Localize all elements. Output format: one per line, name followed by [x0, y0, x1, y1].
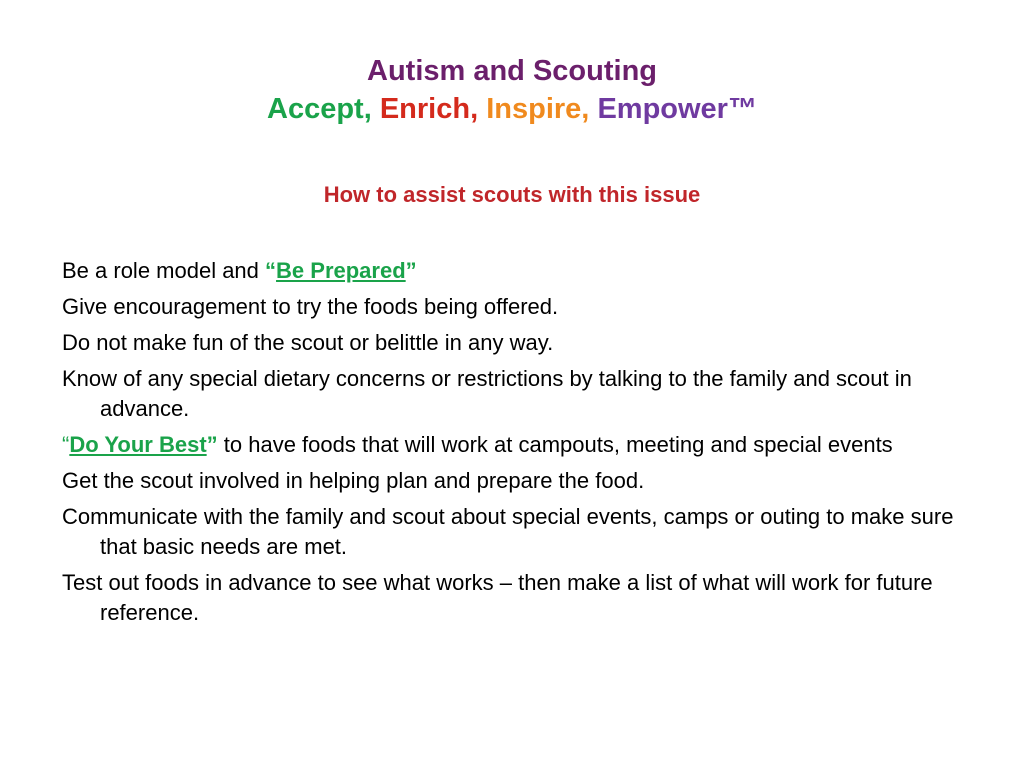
slide-title [0, 52, 1024, 128]
close-quote: ” [405, 258, 417, 283]
item-text: to have foods that will work at campouts, meeting and special events [217, 432, 893, 457]
tagline-word-empower: Empower™ [597, 93, 757, 125]
list-item: Communicate with the family and scout about special events, camps or outing to make sure that basic needs are met. [62, 504, 954, 559]
tagline-word-accept: Accept, [267, 93, 372, 125]
open-quote: “ [62, 432, 70, 457]
open-quote: “ [265, 258, 277, 283]
list-item: Do not make fun of the scout or belittle in any way. [62, 330, 554, 355]
list-item [62, 256, 972, 286]
list-item: Give encouragement to try the foods being offered. [62, 294, 559, 319]
tagline-word-enrich: Enrich, [379, 93, 479, 125]
list-item [62, 430, 972, 460]
tagline-word-inspire: Inspire, [486, 93, 590, 125]
list-item: Test out foods in advance to see what works – then make a list of what will work for future reference. [62, 570, 933, 625]
title-main: Autism and Scouting [367, 55, 657, 87]
be-prepared-link[interactable]: Be Prepared [276, 258, 406, 283]
list-item: Get the scout involved in helping plan and prepare the food. [62, 468, 645, 493]
tips-list [62, 256, 972, 634]
title-tagline [0, 90, 1024, 128]
item-text: Be a role model and [62, 258, 266, 283]
section-subtitle: How to assist scouts with this issue [323, 182, 701, 207]
list-item: Know of any special dietary concerns or restrictions by talking to the family and scout in advance. [62, 366, 912, 421]
close-quote: ” [206, 432, 218, 457]
do-your-best-link[interactable]: Do Your Best [69, 432, 207, 457]
